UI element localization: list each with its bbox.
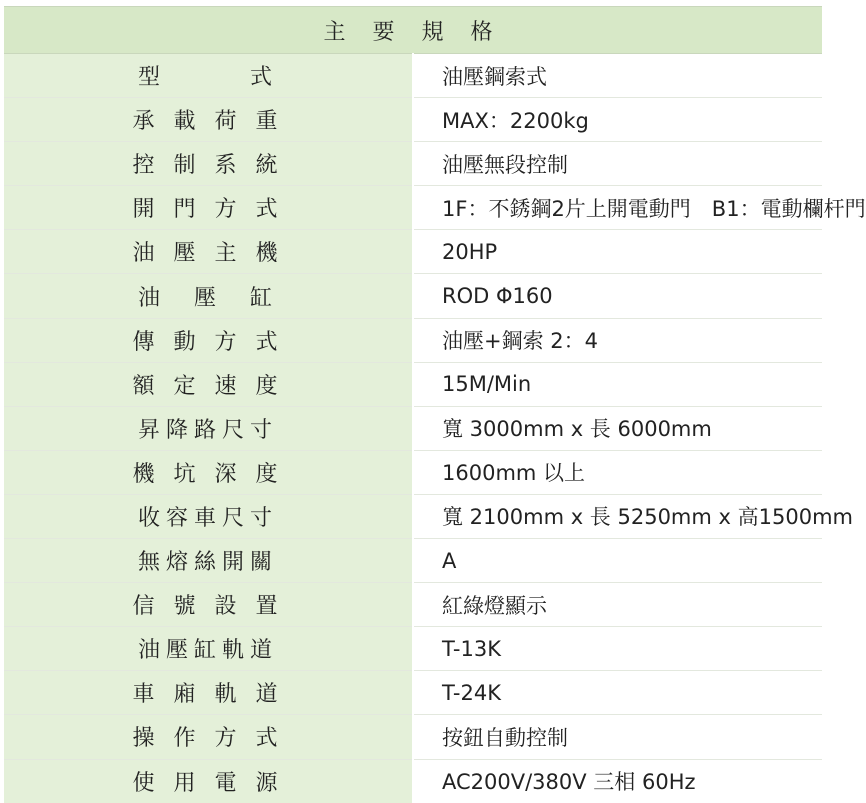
table-row — [4, 406, 822, 450]
table-row — [4, 671, 822, 715]
row-label: 油 壓 主 機 — [4, 230, 413, 274]
row-label: 昇降路尺寸 — [4, 406, 413, 450]
table-row — [4, 450, 822, 494]
row-label: 油壓缸軌道 — [4, 627, 413, 671]
row-label: 收容車尺寸 — [4, 494, 413, 538]
table-row — [4, 54, 822, 98]
row-value: 15M/Min — [413, 362, 822, 406]
row-value: 油壓+鋼索 2：4 — [413, 318, 822, 362]
table-row — [4, 715, 822, 759]
row-value: 寬 2100mm x 長 5250mm x 高1500mm — [413, 494, 822, 538]
row-label: 信 號 設 置 — [4, 583, 413, 627]
row-value: 油壓無段控制 — [413, 142, 822, 186]
table-row — [4, 186, 822, 230]
row-label: 傳 動 方 式 — [4, 318, 413, 362]
row-label: 使 用 電 源 — [4, 759, 413, 803]
table-row — [4, 759, 822, 803]
row-value: 油壓鋼索式 — [413, 54, 822, 98]
table-row — [4, 230, 822, 274]
row-label: 承 載 荷 重 — [4, 98, 413, 142]
row-value: ROD Φ160 — [413, 274, 822, 318]
row-value: AC200V/380V 三相 60Hz — [413, 759, 822, 803]
table-row — [4, 494, 822, 538]
row-label: 機 坑 深 度 — [4, 450, 413, 494]
row-value: A — [413, 539, 822, 583]
spec-table — [4, 6, 866, 803]
row-label: 車 廂 軌 道 — [4, 671, 413, 715]
row-label: 油 壓 缸 — [4, 274, 413, 318]
row-value: 20HP — [413, 230, 822, 274]
table-header-row — [4, 7, 822, 54]
row-value: T-24K — [413, 671, 822, 715]
row-label: 控 制 系 統 — [4, 142, 413, 186]
table-row — [4, 627, 822, 671]
table-row — [4, 539, 822, 583]
row-value: 紅綠燈顯示 — [413, 583, 822, 627]
table-row — [4, 583, 822, 627]
row-value: 按鈕自動控制 — [413, 715, 822, 759]
row-value: T-13K — [413, 627, 822, 671]
row-label: 開 門 方 式 — [4, 186, 413, 230]
table-title: 主 要 規 格 — [4, 7, 822, 54]
row-value: MAX：2200kg — [413, 98, 822, 142]
table-row — [4, 142, 822, 186]
row-label: 型 式 — [4, 54, 413, 98]
row-label: 額 定 速 度 — [4, 362, 413, 406]
row-label: 操 作 方 式 — [4, 715, 413, 759]
table-row — [4, 362, 822, 406]
row-value: 1F：不銹鋼2片上開電動門 B1：電動欄杆門 — [413, 186, 822, 230]
row-label: 無熔絲開關 — [4, 539, 413, 583]
row-value: 寬 3000mm x 長 6000mm — [413, 406, 822, 450]
spec-rows — [4, 54, 866, 803]
table-row — [4, 98, 822, 142]
row-value: 1600mm 以上 — [413, 450, 822, 494]
table-row — [4, 318, 822, 362]
table-row — [4, 274, 822, 318]
